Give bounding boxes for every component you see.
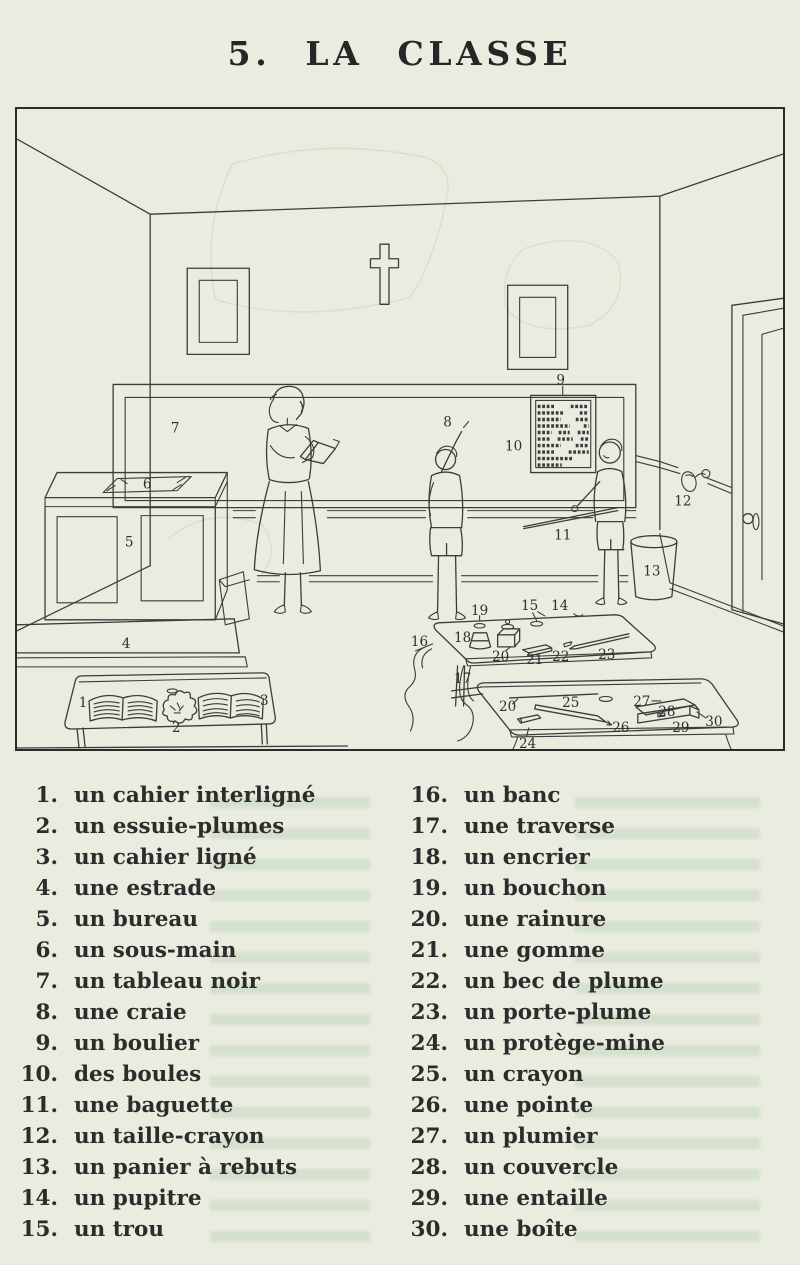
- marker-3: 3: [260, 692, 269, 709]
- item-term: un sous-main: [74, 938, 237, 963]
- item-number: 8.: [35, 1000, 58, 1025]
- item-term: une entaille: [464, 1186, 608, 1211]
- door: [732, 298, 783, 624]
- item-term: un crayon: [464, 1062, 584, 1087]
- item-term: une baguette: [74, 1093, 234, 1118]
- marker-29: 29: [672, 719, 690, 736]
- pen-wiper: [163, 689, 197, 723]
- item-term: un essuie-plumes: [74, 814, 285, 839]
- item-number: 22.: [410, 969, 448, 994]
- marker-30: 30: [705, 713, 723, 730]
- item-number: 20.: [410, 907, 448, 932]
- marker-6: 6: [142, 476, 152, 493]
- show-through-ghost: [167, 148, 620, 579]
- vocab-item-21: [390, 938, 790, 969]
- vocab-item-13: [0, 1155, 380, 1186]
- marker-26: 26: [612, 719, 630, 736]
- item-term: une estrade: [74, 876, 217, 901]
- picture-frame-left: [187, 268, 249, 354]
- item-term: un protège-mine: [464, 1031, 665, 1056]
- vocab-item-18: [390, 845, 790, 876]
- pen-nib: [564, 642, 572, 647]
- item-term: un cahier interligné: [74, 783, 316, 808]
- item-term: un encrier: [464, 845, 590, 870]
- item-term: des boules: [74, 1062, 202, 1087]
- marker-13: 13: [643, 563, 661, 580]
- vocab-column-left: [0, 783, 380, 1248]
- marker-11: 11: [554, 527, 572, 544]
- marker-21: 21: [526, 651, 544, 668]
- vocab-item-28: [390, 1155, 790, 1186]
- item-number: 6.: [35, 938, 58, 963]
- item-number: 26.: [410, 1093, 448, 1118]
- floor-line-left: [17, 746, 347, 748]
- marker-18: 18: [453, 629, 472, 646]
- item-number: 16.: [410, 783, 448, 808]
- item-term: un bouchon: [464, 876, 607, 901]
- vocab-item-29: [390, 1186, 790, 1217]
- marker-12: 12: [674, 493, 692, 510]
- item-term: un banc: [464, 783, 561, 808]
- item-term: un couvercle: [464, 1155, 619, 1180]
- item-term: un cahier ligné: [74, 845, 257, 870]
- item-number: 14.: [20, 1186, 58, 1211]
- vocab-item-15: [0, 1217, 380, 1248]
- vocab-item-2: [0, 814, 380, 845]
- title-word-classe: CLASSE: [397, 34, 573, 73]
- item-number: 9.: [35, 1031, 58, 1056]
- marker-19: 19: [471, 602, 489, 619]
- vocab-item-9: [0, 1031, 380, 1062]
- marker-22: 22: [552, 648, 570, 665]
- marker-9: 9: [556, 372, 566, 389]
- item-term: un taille-crayon: [74, 1124, 265, 1149]
- teacher-figure: [254, 386, 339, 613]
- point-protector: [518, 715, 541, 736]
- item-number: 21.: [410, 938, 448, 963]
- item-term: un boulier: [74, 1031, 200, 1056]
- vocab-item-16: [390, 783, 790, 814]
- item-term: une craie: [74, 1000, 187, 1025]
- vocab-column-right: [390, 783, 790, 1248]
- marker-24: 24: [519, 735, 537, 749]
- vocab-item-27: [390, 1124, 790, 1155]
- marker-25: 25: [562, 694, 580, 711]
- item-number: 3.: [35, 845, 58, 870]
- vocab-item-20: [390, 907, 790, 938]
- item-term: un bureau: [74, 907, 198, 932]
- marker-8: 8: [443, 414, 452, 431]
- marker-10: 10: [505, 438, 523, 455]
- item-number: 25.: [410, 1062, 448, 1087]
- item-term: une pointe: [464, 1093, 594, 1118]
- room-walls: [17, 139, 783, 632]
- abacus: [531, 386, 596, 472]
- marker-2: 2: [171, 719, 181, 736]
- item-number: 19.: [410, 876, 448, 901]
- item-number: 17.: [410, 814, 448, 839]
- item-number: 5.: [35, 907, 58, 932]
- item-number: 13.: [20, 1155, 58, 1180]
- item-number: 7.: [35, 969, 58, 994]
- vocab-item-26: [390, 1093, 790, 1124]
- marker-17: 17: [453, 670, 472, 687]
- vocab-item-8: [0, 1000, 380, 1031]
- vocab-item-19: [390, 876, 790, 907]
- crucifix: [370, 244, 398, 304]
- item-number: 10.: [20, 1062, 58, 1087]
- vocab-item-1: [0, 783, 380, 814]
- marker-28: 28: [658, 703, 676, 720]
- groove-bottom: [510, 694, 598, 704]
- classroom-illustration-frame: [15, 107, 785, 751]
- marker-7: 7: [170, 420, 180, 437]
- item-term: une traverse: [464, 814, 615, 839]
- vocab-item-11: [0, 1093, 380, 1124]
- item-term: un tableau noir: [74, 969, 261, 994]
- item-number: 11.: [20, 1093, 58, 1118]
- vocab-item-17: [390, 814, 790, 845]
- boy-writing-figure: [429, 421, 469, 619]
- marker-4: 4: [121, 635, 131, 652]
- item-term: un trou: [74, 1217, 164, 1242]
- vocab-item-30: [390, 1217, 790, 1248]
- marker-20b: 20: [499, 698, 517, 715]
- vocab-item-22: [390, 969, 790, 1000]
- marker-27: 27: [633, 693, 651, 710]
- item-number: 2.: [35, 814, 58, 839]
- item-number: 29.: [410, 1186, 448, 1211]
- vocab-item-5: [0, 907, 380, 938]
- item-term: une rainure: [464, 907, 607, 932]
- item-number: 24.: [410, 1031, 448, 1056]
- desk-hole: [531, 622, 543, 627]
- vocab-item-14: [0, 1186, 380, 1217]
- pencil-sharpener: [680, 470, 710, 494]
- item-term: un bec de plume: [464, 969, 664, 994]
- vocab-item-4: [0, 876, 380, 907]
- notebook-interligne: [89, 696, 157, 721]
- marker-23: 23: [598, 646, 616, 663]
- title-word-la: LA: [305, 34, 364, 73]
- front-bench: [65, 673, 275, 748]
- marker-14: 14: [551, 597, 569, 614]
- item-number: 27.: [410, 1124, 448, 1149]
- item-term: un panier à rebuts: [74, 1155, 298, 1180]
- page-title: [0, 34, 800, 73]
- vocab-item-3: [0, 845, 380, 876]
- marker-1: 1: [78, 694, 88, 711]
- lesson-number: 5.: [227, 34, 272, 73]
- item-term: un pupitre: [74, 1186, 202, 1211]
- marker-15: 15: [521, 597, 539, 614]
- hole-leader: [533, 613, 537, 621]
- teacher-desk: [45, 473, 227, 620]
- classroom-illustration: [17, 109, 783, 749]
- item-number: 23.: [410, 1000, 448, 1025]
- vocab-item-12: [0, 1124, 380, 1155]
- vocab-item-25: [390, 1062, 790, 1093]
- item-number: 4.: [35, 876, 58, 901]
- desk-hole-2: [599, 696, 612, 701]
- item-number: 30.: [410, 1217, 448, 1242]
- item-number: 15.: [20, 1217, 58, 1242]
- vocab-item-6: [0, 938, 380, 969]
- vocab-item-24: [390, 1031, 790, 1062]
- item-number: 1.: [35, 783, 58, 808]
- item-term: un plumier: [464, 1124, 598, 1149]
- notebook-ligne: [198, 693, 263, 719]
- item-term: un porte-plume: [464, 1000, 652, 1025]
- marker-5: 5: [124, 534, 134, 551]
- item-number: 28.: [410, 1155, 448, 1180]
- item-term: une gomme: [464, 938, 605, 963]
- marker-16: 16: [410, 633, 429, 650]
- vocab-item-23: [390, 1000, 790, 1031]
- item-number: 18.: [410, 845, 448, 870]
- vocab-item-10: [0, 1062, 380, 1093]
- item-term: une boîte: [464, 1217, 578, 1242]
- marker-20: 20: [492, 648, 510, 665]
- item-number: 12.: [20, 1124, 58, 1149]
- vocab-item-7: [0, 969, 380, 1000]
